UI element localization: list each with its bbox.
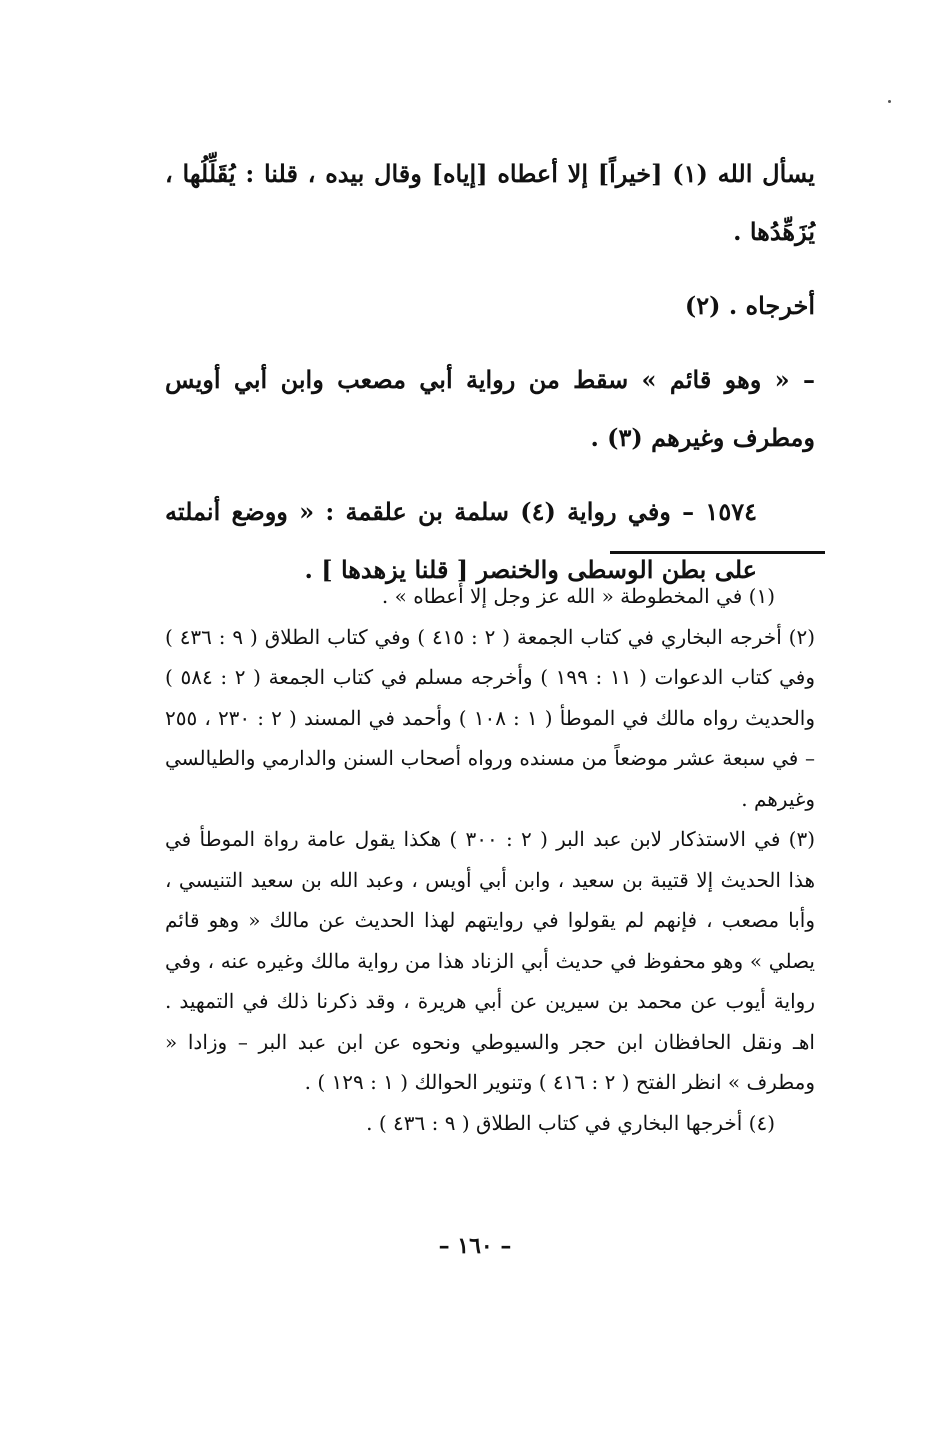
footnote-4: (٤) أخرجها البخاري في كتاب الطلاق ( ٩ : ٤٣٦ ) . [366, 1110, 775, 1135]
main-text [165, 145, 815, 599]
footnote-2: (٢) أخرجه البخاري في كتاب الجمعة ( ٢ : ٤١٥ ) وفي كتاب الطلاق ( ٩ : ٤٣٦ ) وفي كتاب الدعوات ( ١١ : ١٩٩ ) وأخرجه مسلم في كتاب الجمعة ( ٢ : ٥٨٤ ) والحديث رواه مالك في الموطأ ( ١ : ١٠٨ ) وأحمد في المسند ( ٢ : ٢٣٠ ، ٢٥٥ – في سبعة عشر موضعاً من مسنده ورواه أصحاب السنن والدارمي والطيالسي وغيرهم . [165, 624, 816, 811]
footnote-separator [610, 551, 825, 554]
footnote-3: (٣) في الاستذكار لابن عبد البر ( ٢ : ٣٠٠ ) هكذا يقول عامة رواة الموطأ في هذا الحديث إلا قتيبة بن سعيد ، وابن أبي أويس ، وعبد الله بن سعيد التنيسي ، وأبا مصعب ، فإنهم لم يقولوا في روايتهم لهذا الحديث عن مالك « وهو قائم يصلي » وهو محفوظ في حديث أبي الزناد هذا من رواية مالك وغيره عنه ، وفي رواية أيوب عن محمد بن سيرين عن أبي هريرة ، وقد ذكرنا ذلك في التمهيد . اهـ ونقل الحافظان ابن حجر والسيوطي ونحوه عن ابن عبد البر – وزادا « ومطرف » انظر الفتح ( ٢ : ٤١٦ ) وتنوير الحوالك ( ١ : ١٢٩ ) . [165, 827, 816, 1094]
variant-note: – « وهو قائم » سقط من رواية أبي مصعب وابن أبي أويس ومطرف وغيرهم (٣) . [165, 365, 815, 452]
footnotes [165, 576, 815, 1143]
hadith-1574: ١٥٧٤ – وفي رواية (٤) سلمة بن علقمة : « ووضع أنملته على بطن الوسطى والخنصر [ قلنا يزهدها ] . [165, 497, 757, 584]
scan-speck [888, 100, 891, 103]
hadith-continuation: يسأل الله (١) [خيراً] إلا أعطاه [إياه] وقال بيده ، قلنا : يُقَلِّلُها ، يُزَهِّدُها . [165, 159, 815, 246]
takhrij-line: أخرجاه . (٢) [684, 291, 815, 320]
page-number: – ١٦٠ – [438, 1233, 512, 1259]
footnote-1: (١) في المخطوطة « الله عز وجل إلا أعطاه » . [381, 584, 775, 608]
